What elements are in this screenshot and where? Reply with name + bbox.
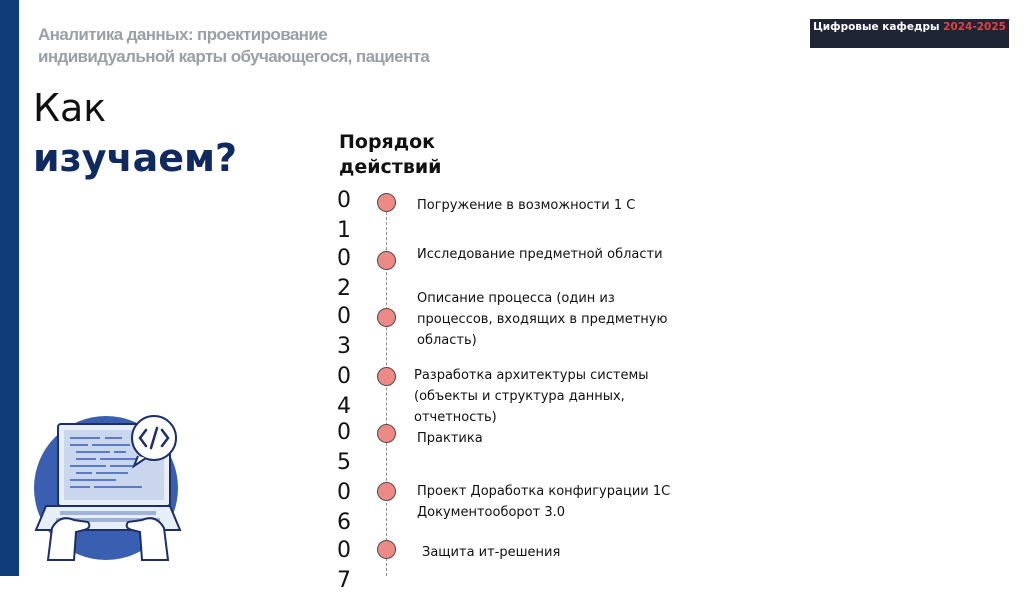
step-marker <box>377 540 396 559</box>
step-marker <box>377 308 396 327</box>
step-marker <box>377 482 396 501</box>
step-number: 0 2 <box>337 246 351 301</box>
badge-label: Цифровые кафедры <box>813 21 944 33</box>
steps-title: Порядок действий <box>339 131 442 178</box>
step-marker <box>377 193 396 212</box>
step-marker <box>377 367 396 386</box>
step-number: 0 5 <box>337 420 351 475</box>
step-marker <box>377 251 396 270</box>
step-number: 0 6 <box>337 480 351 535</box>
step-text: Погружение в возможности 1 С <box>417 198 636 213</box>
step-text: Разработка архитектуры системы (объекты и структура данных, отчетность) <box>414 368 649 425</box>
step-number: 0 4 <box>337 364 351 419</box>
badge-years: 2024-2025 <box>943 21 1006 33</box>
step-text: Защита ит-решения <box>422 545 561 560</box>
intro-heading-line1: Как <box>33 86 107 130</box>
step-number: 0 3 <box>337 304 351 359</box>
laptop-coding-icon <box>30 410 188 560</box>
step-number: 0 7 <box>337 538 351 593</box>
step-text: Проект Доработка конфигурации 1С Документооборот 3.0 <box>417 484 671 520</box>
page-title: Аналитика данных: проектирование индивидуальной карты обучающегося, пациента <box>38 25 430 66</box>
left-accent-bar <box>0 0 19 576</box>
step-text: Практика <box>417 431 483 446</box>
step-text: Описание процесса (один из процессов, входящих в предметную область) <box>417 291 668 348</box>
step-marker <box>377 424 396 443</box>
department-badge <box>810 19 1009 48</box>
step-text: Исследование предметной области <box>417 247 663 262</box>
intro-heading-line2: изучаем? <box>33 136 238 180</box>
step-number: 0 1 <box>337 188 351 243</box>
